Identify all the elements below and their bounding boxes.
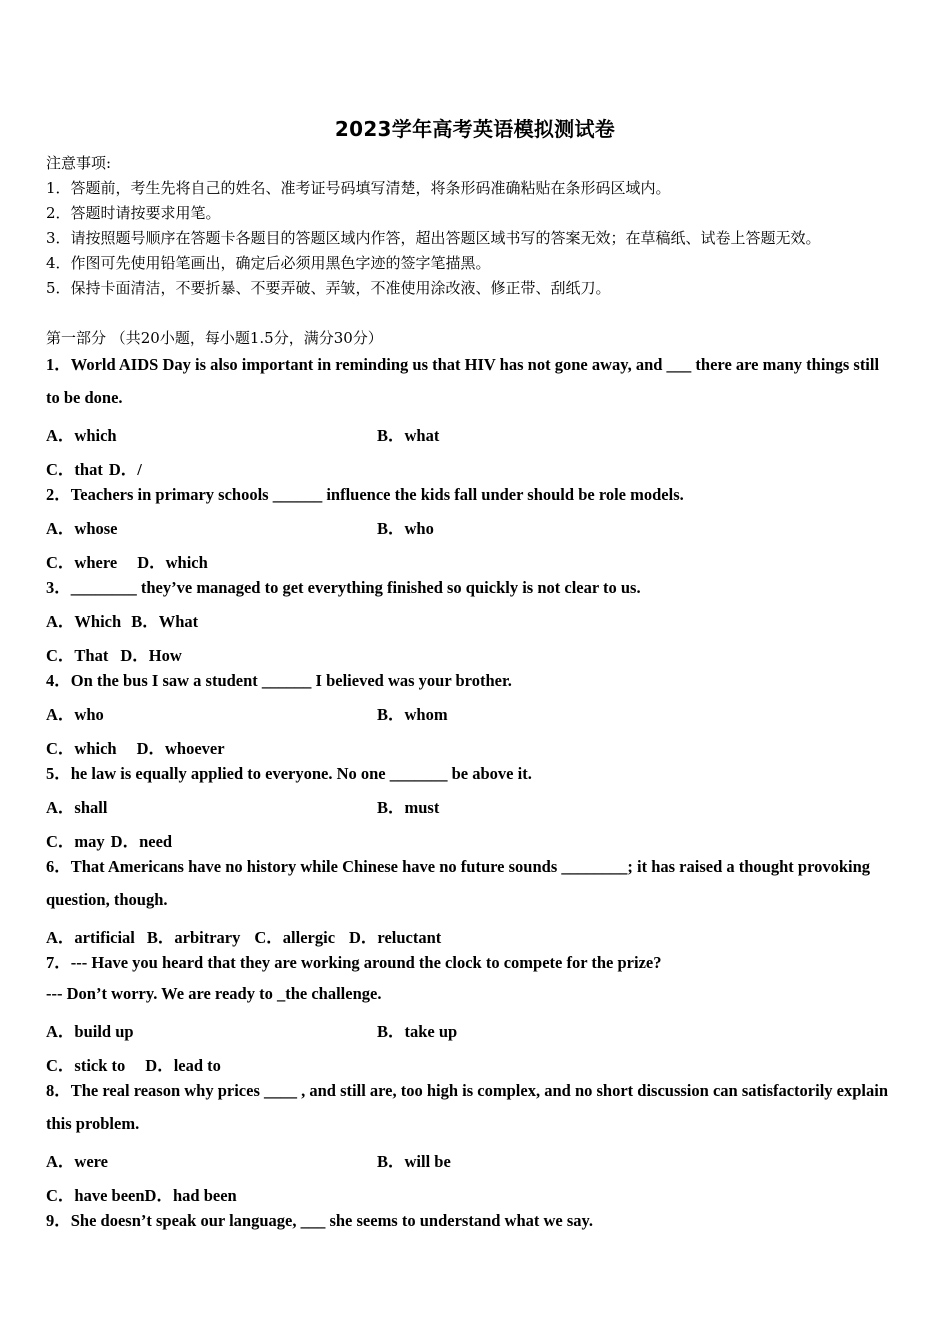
question-1-stem-cont: to be done. [46, 388, 123, 407]
question-3-option-a: A．Which [46, 612, 122, 631]
question-3-option-c: C．That [46, 646, 109, 665]
question-1-option-c: C．that [46, 460, 103, 479]
question-5-option-d: D．need [110, 832, 173, 851]
question-8-stem: 8．The real reason why prices ____ , and still are, too high is complex, and no short discussion can satisfactorily explain [46, 1081, 889, 1100]
question-5-stem: 5．he law is equally applied to everyone. No one _______ be above it. [46, 764, 532, 783]
question-7-stem: 7．--- Have you heard that they are working around the clock to compete for the prize? [46, 953, 662, 972]
question-6-stem-cont: question, though. [46, 890, 168, 909]
section-heading: 第一部分 （共20小题，每小题1.5分，满分30分） [46, 329, 383, 347]
question-7-option-c: C．stick to [46, 1056, 126, 1075]
question-5-option-b: B．must [377, 798, 440, 817]
question-4-option-c: C．which [46, 739, 117, 758]
question-5-options-cd [46, 828, 172, 852]
question-3-option-b: B．What [131, 612, 199, 631]
question-3-options-cd [46, 642, 182, 666]
question-8-option-b: B．will be [377, 1152, 451, 1171]
question-8-option-c: C．have been [46, 1186, 145, 1205]
question-3-stem: 3．________ they’ve managed to get everything finished so quickly is not clear to us. [46, 578, 641, 597]
question-4-option-b: B．whom [377, 705, 448, 724]
question-6-option-d: D．reluctant [349, 928, 442, 947]
question-8-stem-cont: this problem. [46, 1114, 140, 1133]
page-title: 2023学年高考英语模拟测试卷 [334, 117, 616, 141]
question-5-option-a: A．shall [46, 798, 108, 817]
question-7-options-cd [46, 1052, 221, 1076]
question-2-stem: 2．Teachers in primary schools ______ influence the kids fall under should be role models. [46, 485, 684, 504]
question-6-option-c: C．allergic [254, 928, 336, 947]
question-2-option-b: B．who [377, 519, 434, 538]
question-4-option-d: D．whoever [136, 739, 225, 758]
question-8-option-d: D．had been [144, 1186, 237, 1205]
note-item: 5．保持卡面清洁，不要折暴、不要弄破、弄皱，不准使用涂改液、修正带、刮纸刀。 [46, 279, 611, 297]
note-item: 1．答题前，考生先将自己的姓名、准考证号码填写清楚，将条形码准确粘贴在条形码区域内。 [46, 179, 671, 197]
question-2-option-d: D．which [137, 553, 208, 572]
question-7-option-d: D．lead to [145, 1056, 221, 1075]
note-item: 2．答题时请按要求用笔。 [46, 204, 221, 222]
question-7-option-b: B．take up [377, 1022, 458, 1041]
question-8-option-a: A．were [46, 1152, 109, 1171]
note-item: 4．作图可先使用铅笔画出，确定后必须用黑色字迹的签字笔描黑。 [46, 254, 491, 272]
question-6-options [46, 924, 441, 948]
question-3-option-d: D．How [120, 646, 182, 665]
question-7-option-a: A．build up [46, 1022, 134, 1041]
question-4-option-a: A．who [46, 705, 104, 724]
question-8-options-cd [46, 1182, 237, 1206]
question-1-option-d: D．/ [108, 460, 142, 479]
question-1-option-b: B．what [377, 426, 440, 445]
question-9-stem: 9．She doesn’t speak our language, ___ she seems to understand what we say. [46, 1211, 594, 1230]
question-1-option-a: A．which [46, 426, 117, 445]
question-6-option-a: A．artificial [46, 928, 135, 947]
note-item: 3．请按照题号顺序在答题卡各题目的答题区域内作答，超出答题区域书写的答案无效；在草稿纸、试卷上答题无效。 [46, 229, 821, 247]
question-6-stem: 6．That Americans have no history while Chinese have no future sounds ________; it has raised a thought provoking [46, 857, 871, 876]
question-5-option-c: C．may [46, 832, 105, 851]
question-2-option-c: C．where [46, 553, 118, 572]
question-4-options-cd [46, 735, 225, 759]
question-6-option-b: B．arbitrary [146, 928, 241, 947]
question-1-options-cd [46, 456, 142, 480]
question-1-stem: 1．World AIDS Day is also important in reminding us that HIV has not gone away, and ___ there are many things still [46, 355, 880, 374]
question-7-stem-cont: --- Don’t worry. We are ready to _the challenge. [46, 984, 382, 1003]
question-2-option-a: A．whose [46, 519, 118, 538]
question-4-stem: 4．On the bus I saw a student ______ I believed was your brother. [46, 671, 512, 690]
question-2-options-cd [46, 549, 208, 573]
notes-heading: 注意事项: [46, 154, 112, 172]
question-3-options-ab [46, 608, 198, 632]
